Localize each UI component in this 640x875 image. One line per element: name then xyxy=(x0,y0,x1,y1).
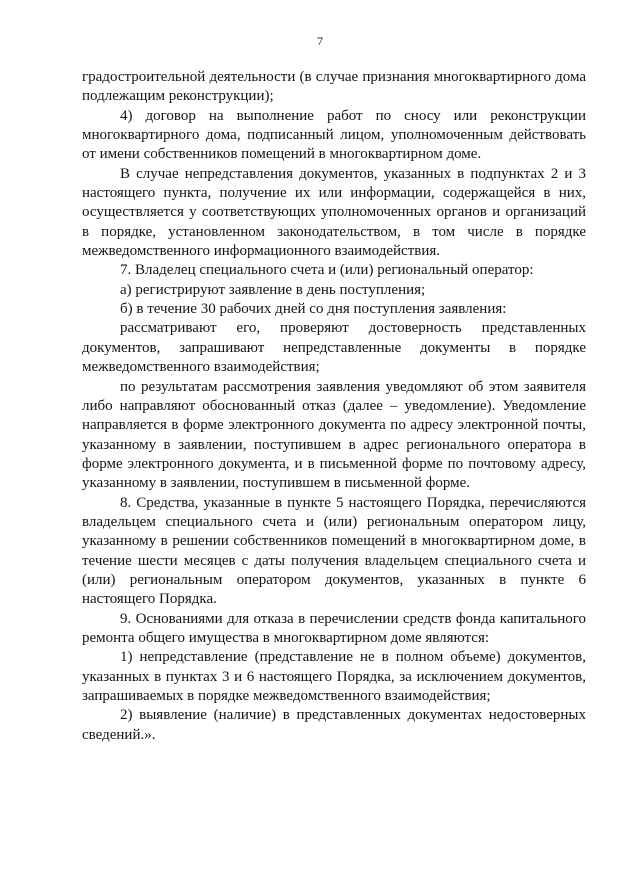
document-body xyxy=(82,68,586,745)
paragraph-clause-7: 7. Владелец специального счета и (или) региональный оператор: xyxy=(120,262,534,279)
paragraph-clause-9-1: 1) непредставление (представление не в полном объеме) документов, указанных в пунктах 3 и 6 настоящего Порядка, за исключением документов, запрашиваемых в порядке межведомственного взаимодействия; xyxy=(82,649,586,704)
paragraph-clause-7a: а) регистрируют заявление в день поступления; xyxy=(120,281,426,298)
paragraph-clause-7b: б) в течение 30 рабочих дней со дня поступления заявления: xyxy=(120,301,507,318)
paragraph-clause-9-2: 2) выявление (наличие) в представленных документах недостоверных сведений.». xyxy=(82,707,586,743)
paragraph-item-4: 4) договор на выполнение работ по сносу или реконструкции многоквартирного дома, подписанный лицом, уполномоченным действовать от имени собственников помещений в многоквартирном доме. xyxy=(82,107,586,163)
page-number: 7 xyxy=(317,34,323,48)
paragraph-clause-8: 8. Средства, указанные в пункте 5 настоящего Порядка, перечисляются владельцем специального счета и (или) региональным оператором лицу, указанному в решении собственников помещений в многоквартирном доме, в течение шести месяцев с даты получения владельцем специального счета и (или) региональным оператором документов, указанных в пункте 6 настоящего Порядка. xyxy=(82,494,586,608)
paragraph-missing-documents: В случае непредставления документов, указанных в подпунктах 2 и 3 настоящего пункта, получение их или информации, содержащейся в них, осуществляется у соответствующих уполномоченных органов и организаций в порядке, установленном законодательством, в том числе в порядке межведомственного информационного взаимодействия. xyxy=(82,165,586,260)
paragraph-continuation: градостроительной деятельности (в случае признания многоквартирного дома подлежащим реконструкции); xyxy=(82,69,586,105)
paragraph-clause-9: 9. Основаниями для отказа в перечислении средств фонда капитального ремонта общего имущества в многоквартирном доме являются: xyxy=(82,610,586,646)
paragraph-review: рассматривают его, проверяют достоверность представленных документов, запрашивают непредставленные документы в порядке межведомственного взаимодействия; xyxy=(82,320,586,376)
paragraph-notification: по результатам рассмотрения заявления уведомляют об этом заявителя либо направляют обоснованный отказ (далее – уведомление). Уведомление направляется в форме электронного документа по адресу электронной почты, указанному в заявлении, поступившем в адрес регионального оператора в форме электронного документа, и в письменной форме по почтовому адресу, указанному в заявлении, поступившем в письменной форме. xyxy=(82,378,586,492)
